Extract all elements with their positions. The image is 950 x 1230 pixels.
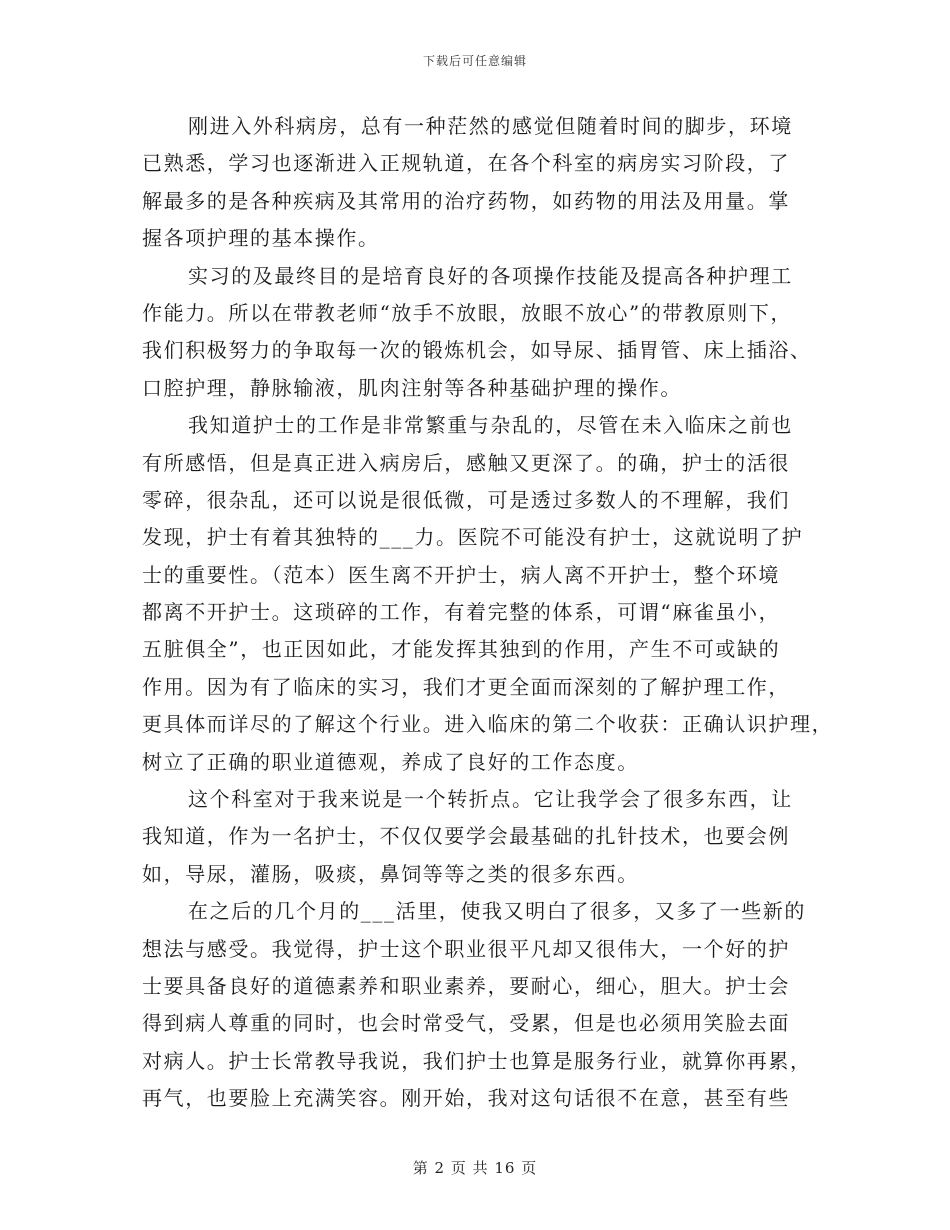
paragraph-line: 这个科室对于我来说是一个转折点。它让我学会了很多东西，让 [188,787,793,812]
paragraph-line: 想法与感受。我觉得，护士这个职业很平凡却又很伟大，一个好的护 [142,936,790,961]
paragraph-line: 实习的及最终目的是培育良好的各项操作技能及提高各种护理工 [188,263,793,288]
page-header: 下载后可任意编辑 [422,54,527,68]
paragraph-line: 五脏俱全”，也正因如此，才能发挥其独到的作用，产生不可或缺的 [142,637,781,662]
paragraph-line: 士要具备良好的道德素养和职业素养，要耐心，细心，胆大。护士会 [142,973,790,998]
paragraph-line: 得到病人尊重的同时，也会时常受气，受累，但是也必须用笑脸去面 [142,1011,790,1036]
paragraph-line: 我知道护士的工作是非常繁重与杂乱的，尽管在未入临床之前也 [188,413,793,438]
paragraph-line: 再气，也要脸上充满笑容。刚开始，我对这句话很不在意，甚至有些 [142,1086,790,1111]
paragraph-line: 口腔护理，静脉输液，肌肉注射等各种基础护理的操作。 [142,375,682,400]
paragraph-line: 作能力。所以在带教老师“放手不放眼，放眼不放心”的带教原则下， [142,300,793,325]
paragraph-line: 我们积极努力的争取每一次的锻炼机会，如导尿、插胃管、床上插浴、 [142,338,812,363]
page-number: 第 2 页 共 16 页 [412,1159,538,1177]
document-body [142,108,834,1118]
paragraph-line: 我知道，作为一名护士，不仅仅要学会最基础的扎针技术，也要会例 [142,824,790,849]
paragraph-line: 解最多的是各种疾病及其常用的治疗药物，如药物的用法及用量。掌 [142,188,790,213]
paragraph-line: 如，导尿，灌肠，吸痰，鼻饲等等之类的很多东西。 [142,861,639,886]
paragraph-line: 作用。因为有了临床的实习，我们才更全面而深刻的了解护理工作， [142,674,790,699]
paragraph-line: 刚进入外科病房，总有一种茫然的感觉但随着时间的脚步，环境 [188,114,793,138]
paragraph-line: 树立了正确的职业道德观，养成了良好的工作态度。 [142,749,639,774]
paragraph-line: 有所感悟，但是真正进入病房后，感触又更深了。的确，护士的活很 [142,450,790,475]
paragraph-line: 已熟悉，学习也逐渐进入正规轨道，在各个科室的病房实习阶段，了 [142,151,790,176]
paragraph-line: 对病人。护士长常教导我说，我们护士也算是服务行业，就算你再累， [142,1048,812,1073]
paragraph-line: 都离不开护士。这琐碎的工作，有着完整的体系，可谓“麻雀虽小， [142,600,781,625]
paragraph-line: 在之后的几个月的___活里，使我又明白了很多，又多了一些新的 [188,899,806,924]
paragraph-line: 发现，护士有着其独特的___力。医院不可能没有护士，这就说明了护 [142,525,804,550]
paragraph-line: 更具体而详尽的了解这个行业。进入临床的第二个收获：正确认识护理， [142,712,834,737]
paragraph-line: 零碎，很杂乱，还可以说是很低微，可是透过多数人的不理解，我们 [142,487,790,512]
paragraph-line: 握各项护理的基本操作。 [142,226,380,251]
paragraph-line: 士的重要性。（范本）医生离不开护士，病人离不开护士，整个环境 [142,562,780,587]
